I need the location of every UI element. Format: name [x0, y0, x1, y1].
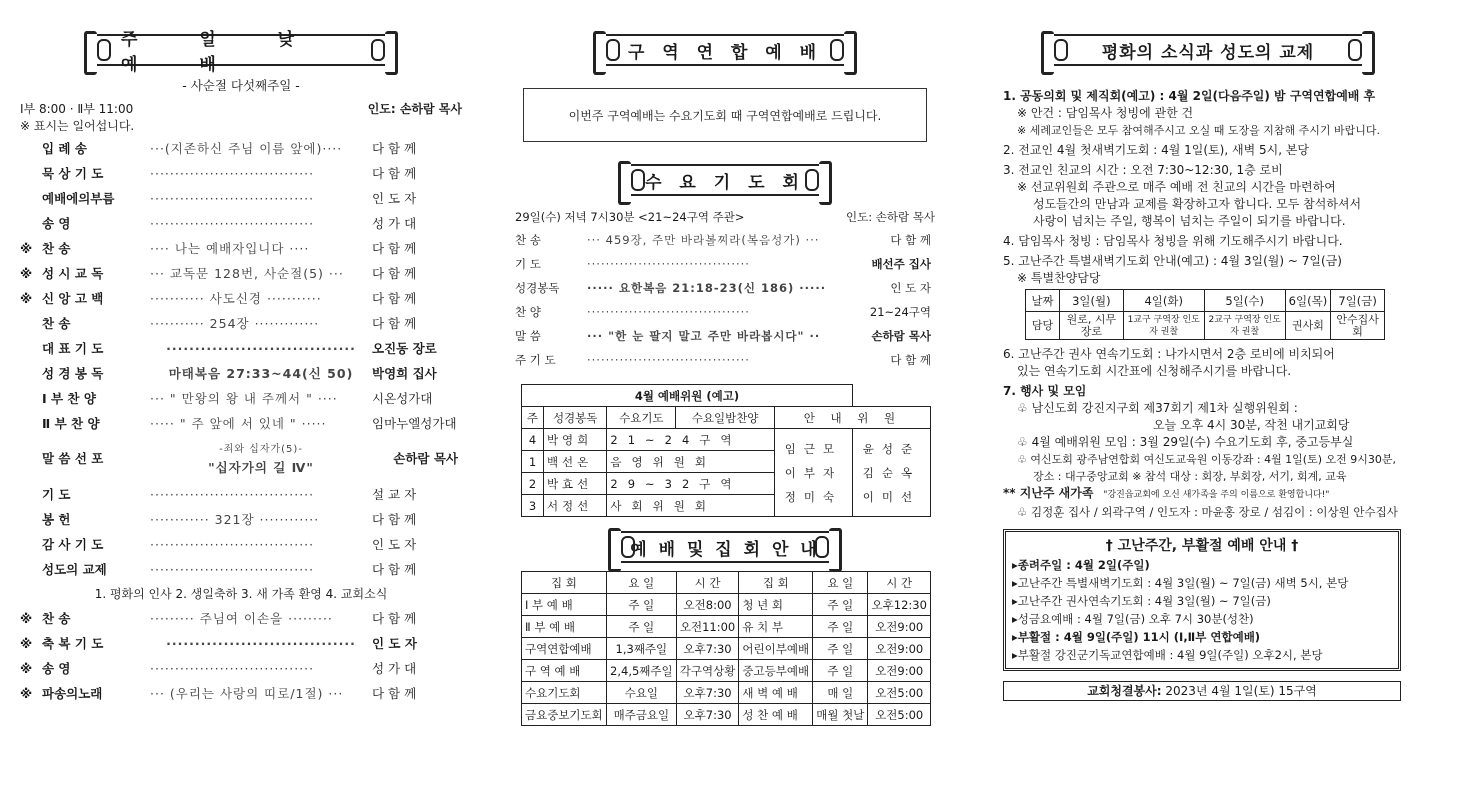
easter-title: † 고난주간, 부활절 예배 안내 †	[1105, 538, 1299, 554]
order-detail: ··· (우리는 사랑의 띠로/1절) ···	[150, 686, 344, 701]
order-label	[20, 386, 150, 411]
order-detail: ·································	[150, 537, 315, 552]
news-7c: ♧ 4월 예배위원 모임 : 3월 29일(수) 수요기도회 후, 중고등부실	[1017, 435, 1354, 449]
wednesday-order-row	[515, 252, 935, 276]
order-person: 배선주 집사	[871, 257, 931, 271]
news-column	[1003, 34, 1413, 701]
order-label-text: Ⅱ 부 찬 양	[42, 416, 100, 431]
usher: 윤성준	[862, 441, 921, 456]
order-detail: ··· 459장, 주만 바라볼찌라(복음성가) ···	[587, 233, 820, 247]
scroll-ornament-icon	[371, 39, 385, 61]
duty-wednesday: 21~24구역	[607, 429, 775, 451]
schedule-cell: 2,4,5째주일	[606, 660, 676, 682]
usher: 김순옥	[862, 465, 921, 480]
news-5-note: ※ 특별찬양담당	[1017, 271, 1101, 285]
order-detail: ·································	[150, 166, 315, 181]
duty-reader: 서정선	[543, 495, 606, 517]
worship-order-row	[20, 361, 462, 386]
scroll-ornament-icon	[830, 39, 844, 61]
order-label-text: 성 경 봉 독	[42, 366, 104, 381]
sunday-service-banner	[91, 30, 391, 75]
usher: 이미선	[862, 489, 921, 504]
stand-mark: ※	[20, 291, 33, 306]
choir-header: 4일(화)	[1123, 290, 1204, 312]
schedule-cell: 주 일	[813, 594, 868, 616]
order-label	[20, 557, 150, 582]
service-times-row	[20, 100, 462, 117]
news-2: 2. 전교인 4월 첫새벽기도회 : 4월 1일(토), 새벽 5시, 본당	[1003, 143, 1310, 157]
schedule-row	[522, 638, 931, 660]
order-detail: ····· 요한복음 21:18-23(신 186) ·····	[587, 281, 827, 295]
news-1-note: ※ 세례교인들은 모두 참여해주시고 오실 때 도장을 지참해 주시기 바랍니다.	[1017, 124, 1380, 137]
schedule-cell: 중고등부예배	[739, 660, 813, 682]
scroll-ornament-icon	[631, 169, 645, 191]
section-title: 평화의 소식과 성도의 교제	[1101, 42, 1315, 63]
order-detail: ··· "한 눈 팔지 말고 주만 바라봅시다" ··	[587, 329, 821, 343]
duty-col-reader: 성경봉독	[543, 407, 606, 429]
schedule-cell: 각구역상황	[676, 660, 739, 682]
news-8-title: ** 지난주 새가족	[1003, 486, 1094, 500]
schedule-cell: 오후7:30	[676, 638, 739, 660]
order-label	[20, 681, 150, 706]
order-detail: ···································	[587, 257, 750, 271]
stand-mark: ※	[20, 686, 33, 701]
order-person: 인 도 자	[372, 191, 417, 206]
sermon-row	[20, 436, 462, 482]
worship-order-row	[20, 656, 462, 681]
schedule-cell: 오전9:00	[868, 660, 931, 682]
worship-order-row	[20, 606, 462, 631]
choir-header: 5일(수)	[1204, 290, 1285, 312]
scroll-ornament-icon	[621, 536, 635, 558]
sermon-series: -죄와 십자가(5)-	[219, 444, 303, 455]
scroll-ornament-icon	[1054, 39, 1068, 61]
order-person: 다 함 께	[890, 233, 931, 247]
news-1: 1. 공동의회 및 제직회(예고) : 4월 2일(다음주일) 밤 구역연합예배 후	[1003, 89, 1376, 103]
order-detail: ··· 교독문 128번, 사순절(5) ···	[150, 266, 344, 281]
district-service-banner	[600, 34, 850, 66]
sunday-service-column	[20, 30, 462, 706]
choir-cell: 원로, 시무장로	[1060, 312, 1124, 340]
easter-item: ▸부활절 : 4월 9일(주일) 11시 (Ⅰ,Ⅱ부 연합예배)	[1012, 630, 1261, 644]
order-person: 임마누엘성가대	[372, 416, 457, 431]
worship-order-row	[20, 311, 462, 336]
choir-cell: 1교구 구역장 인도자 권찰	[1123, 312, 1204, 340]
news-7a: ♧ 남신도회 강진지구회 제37회기 제1차 실행위원회 :	[1017, 401, 1298, 415]
news-1-agenda: ※ 안건 : 담임목사 청빙에 관한 건	[1017, 106, 1194, 120]
order-label-text: 입 례 송	[42, 141, 87, 156]
worship-order-row	[20, 261, 462, 286]
wednesday-order-row	[515, 348, 935, 372]
service-subtitle: - 사순절 다섯째주일 -	[182, 78, 300, 93]
order-of-worship-2	[20, 482, 462, 582]
duty-col-week: 주	[522, 407, 544, 429]
news-3: 3. 전교인 친교의 시간 : 오전 7:30~12:30, 1층 로비	[1003, 163, 1283, 177]
wednesday-order-row	[515, 300, 935, 324]
news-5: 5. 고난주간 특별새벽기도회 안내(예고) : 4월 3일(월) ~ 7일(금)	[1003, 254, 1342, 268]
choir-header: 7일(금)	[1331, 290, 1385, 312]
order-label: 찬 송	[515, 233, 541, 247]
order-person: 성 가 대	[372, 661, 417, 676]
order-detail: ·································	[166, 341, 356, 356]
order-label	[20, 136, 150, 161]
news-4: 4. 담임목사 청빙 : 담임목사 청빙을 위해 기도해주시기 바랍니다.	[1003, 234, 1343, 248]
order-label-text: 찬 송	[42, 241, 71, 256]
order-detail: ···(지존하신 주님 이름 앞에)····	[150, 141, 343, 156]
order-label-text: Ⅰ 부 찬 양	[42, 391, 96, 406]
news-7d: ♧ 여신도회 광주남연합회 여신도교육원 이동강좌 : 4월 1일(토) 오전 9시30분,	[1017, 453, 1397, 466]
easter-item: ▸고난주간 권사연속기도회 : 4월 3일(월) ~ 7일(금)	[1012, 594, 1271, 608]
schedule-cell: 매주금요일	[606, 704, 676, 726]
order-label-text: 성도의 교제	[42, 562, 107, 577]
usher: 임근모	[784, 441, 843, 456]
schedule-header: 집 회	[739, 572, 813, 594]
schedule-cell: 구 역 예 배	[522, 660, 607, 682]
news-6-line2: 있는 연속기도회 시간표에 신청해주시기를 바랍니다.	[1017, 364, 1292, 378]
schedule-cell: 주 일	[606, 616, 676, 638]
worship-order-row	[20, 186, 462, 211]
news-3-line2: 성도들간의 만남과 교제를 확장하고자 합니다. 모두 참석하셔서	[1033, 197, 1362, 211]
schedule-cell: 오전9:00	[868, 616, 931, 638]
schedule-header: 시 간	[676, 572, 739, 594]
order-label-text: 찬 송	[42, 611, 71, 626]
cleaning-value: 2023년 4월 1일(토) 15구역	[1165, 684, 1317, 698]
order-detail: ·································	[150, 661, 315, 676]
order-person: 다 함 께	[372, 266, 417, 281]
order-label-text: 찬 송	[42, 316, 71, 331]
order-label	[20, 211, 150, 236]
section-title: 예 배 및 집 회 안 내	[630, 539, 820, 560]
duty-title: 4월 예배위원 (예고)	[522, 385, 853, 407]
order-label	[20, 311, 150, 336]
order-person: 다 함 께	[372, 611, 417, 626]
choir-cell: 안수집사회	[1331, 312, 1385, 340]
order-label	[20, 482, 150, 507]
worship-order-row	[20, 211, 462, 236]
order-label: 찬 양	[515, 305, 541, 319]
duty-table	[521, 384, 931, 517]
duty-wednesday: 사회위원회	[607, 495, 775, 517]
order-person: 21~24구역	[869, 305, 931, 319]
order-detail: ···································	[587, 305, 750, 319]
order-detail: ············ 321장 ············	[150, 512, 320, 527]
cleaning-box	[1003, 681, 1401, 701]
order-person: 인 도 자	[372, 636, 417, 651]
worship-order-row	[20, 236, 462, 261]
worship-order-row	[20, 386, 462, 411]
schedule-header: 요 일	[813, 572, 868, 594]
schedule-banner	[615, 531, 835, 563]
order-label	[20, 532, 150, 557]
order-detail: ·································	[150, 487, 315, 502]
worship-order-row	[20, 482, 462, 507]
worship-order-row	[20, 161, 462, 186]
wednesday-banner	[625, 164, 825, 196]
order-label-text: 감 사 기 도	[42, 537, 104, 552]
easter-item: ▸성금요예배 : 4월 7일(금) 오후 7시 30분(성찬)	[1012, 612, 1254, 626]
order-label: 말 씀	[515, 329, 541, 343]
sermon-preacher: 손하람 목사	[393, 451, 458, 466]
schedule-table	[521, 571, 931, 726]
duty-reader: 박효선	[543, 473, 606, 495]
duty-week: 1	[522, 451, 544, 473]
easter-item: ▸부활절 강진군기독교연합예배 : 4월 9일(주일) 오후2시, 본당	[1012, 648, 1323, 662]
order-label	[20, 286, 150, 311]
order-label: 성경봉독	[515, 281, 560, 295]
schedule-cell: 1,3째주일	[606, 638, 676, 660]
easter-item: ▸종려주일 : 4월 2일(주일)	[1012, 558, 1150, 572]
easter-box	[1003, 529, 1401, 671]
district-notice: 이번주 구역예배는 수요기도회 때 구역연합예배로 드립니다.	[523, 88, 927, 142]
order-label-text: 봉 헌	[42, 512, 71, 527]
schedule-cell: 주 일	[813, 638, 868, 660]
schedule-cell: 주 일	[813, 616, 868, 638]
choir-header: 6일(목)	[1285, 290, 1331, 312]
order-detail: ·································	[150, 191, 315, 206]
stand-mark: ※	[20, 266, 33, 281]
schedule-cell: 오전5:00	[868, 704, 931, 726]
schedule-cell: 수요일	[606, 682, 676, 704]
schedule-cell: 오후7:30	[676, 704, 739, 726]
wednesday-order	[515, 228, 935, 372]
schedule-row	[522, 704, 931, 726]
news-list	[1003, 88, 1413, 521]
order-label	[20, 361, 150, 386]
worship-order-row	[20, 411, 462, 436]
order-person: 다 함 께	[372, 686, 417, 701]
news-7b: 오늘 오후 4시 30분, 작천 내기교회당	[1153, 418, 1350, 432]
scroll-ornament-icon	[1348, 39, 1362, 61]
order-of-worship-3	[20, 606, 462, 706]
duty-row	[522, 429, 931, 451]
worship-order-row	[20, 286, 462, 311]
order-label	[20, 606, 150, 631]
news-8a: ♧ 김정훈 집사 / 외곽구역 / 인도자 : 마윤홍 장로 / 섬김이 : 이상원 안수집사	[1017, 505, 1398, 519]
schedule-header: 요 일	[606, 572, 676, 594]
order-person: 인 도 자	[372, 537, 417, 552]
schedule-cell: 오전9:00	[868, 638, 931, 660]
service-leader: 인도: 손하람 목사	[367, 102, 462, 116]
schedule-header: 집 회	[522, 572, 607, 594]
choir-cell: 2교구 구역장 인도자 권찰	[1204, 312, 1285, 340]
fellowship-items: 1. 평화의 인사 2. 생일축하 3. 새 가족 환영 4. 교회소식	[94, 587, 388, 601]
order-detail: ········· 주님여 이손을 ·········	[150, 611, 333, 626]
order-label-text: 파송의노래	[42, 686, 103, 701]
order-person: 인 도 자	[890, 281, 931, 295]
easter-item: ▸고난주간 특별새벽기도회 : 4월 3일(월) ~ 7일(금) 새벽 5시, 본당	[1012, 576, 1349, 590]
order-label	[20, 161, 150, 186]
worship-order-row	[20, 507, 462, 532]
order-of-worship	[20, 136, 462, 436]
news-3-line1: ※ 선교위원회 주관으로 매주 예배 전 친교의 시간을 마련하여	[1017, 180, 1336, 194]
news-7: 7. 행사 및 모임	[1003, 384, 1087, 398]
order-label-text: 성 시 교 독	[42, 266, 104, 281]
schedule-cell: 어린이부예배	[739, 638, 813, 660]
schedule-cell: 주 일	[606, 594, 676, 616]
schedule-cell: 오전5:00	[868, 682, 931, 704]
news-8	[1003, 485, 1413, 504]
order-label-text: 송 영	[42, 661, 71, 676]
choir-header: 날짜	[1026, 290, 1060, 312]
order-person: 설 교 자	[372, 487, 417, 502]
wednesday-order-row	[515, 228, 935, 252]
schedule-cell: 오후12:30	[868, 594, 931, 616]
order-detail: ···································	[587, 353, 750, 367]
order-label-text: 예배에의부름	[42, 191, 115, 206]
wednesday-order-row	[515, 276, 935, 300]
worship-order-row	[20, 557, 462, 582]
order-detail: ·································	[150, 562, 315, 577]
schedule-row	[522, 682, 931, 704]
order-label	[20, 411, 150, 436]
usher: 정미숙	[784, 489, 843, 504]
section-title: 수 요 기 도 회	[645, 172, 805, 193]
schedule-cell: Ⅰ 부 예 배	[522, 594, 607, 616]
wednesday-order-row	[515, 324, 935, 348]
schedule-row	[522, 594, 931, 616]
order-person: 다 함 께	[372, 166, 417, 181]
order-label: 기 도	[515, 257, 541, 271]
duty-col-wed: 수요기도	[607, 407, 676, 429]
choir-cell: 권사회	[1285, 312, 1331, 340]
worship-order-row	[20, 631, 462, 656]
schedule-cell: 새 벽 예 배	[739, 682, 813, 704]
order-label-text: 기 도	[42, 487, 71, 502]
order-label	[20, 236, 150, 261]
duty-wednesday: 음영위원회	[607, 451, 775, 473]
order-person: 손하람 목사	[871, 329, 931, 343]
schedule-cell: 오전11:00	[676, 616, 739, 638]
news-6: 6. 고난주간 권사 연속기도회 : 나가시면서 2층 로비에 비치되어	[1003, 347, 1335, 361]
usher: 이부자	[784, 465, 843, 480]
easter-list	[1012, 556, 1392, 664]
duty-week: 3	[522, 495, 544, 517]
order-label-text: 신 앙 고 백	[42, 291, 104, 306]
ushers-right	[852, 429, 930, 517]
scroll-ornament-icon	[805, 169, 819, 191]
schedule-cell: 주 일	[813, 660, 868, 682]
order-detail: ·································	[166, 636, 356, 651]
order-person: 다 함 께	[372, 512, 417, 527]
order-detail: ·································	[150, 216, 315, 231]
order-label	[20, 507, 150, 532]
wednesday-header	[515, 206, 935, 228]
scroll-ornament-icon	[606, 39, 620, 61]
schedule-header: 시 간	[868, 572, 931, 594]
wednesday-time: 29일(수) 저녁 7시30분 <21~24구역 주관>	[515, 210, 745, 224]
order-person: 다 함 께	[890, 353, 931, 367]
order-label	[20, 336, 150, 361]
order-label	[20, 631, 150, 656]
middle-column	[515, 34, 935, 726]
order-person: 다 함 께	[372, 562, 417, 577]
duty-week: 2	[522, 473, 544, 495]
order-label	[20, 261, 150, 286]
section-title: 주 일 낮 예 배	[121, 30, 323, 75]
worship-order-row	[20, 336, 462, 361]
stand-mark: ※	[20, 241, 33, 256]
schedule-row	[522, 616, 931, 638]
schedule-cell: 성 찬 예 배	[739, 704, 813, 726]
duty-week: 4	[522, 429, 544, 451]
stand-mark: ※	[20, 661, 33, 676]
order-detail: ···· 나는 예배자입니다 ····	[150, 241, 310, 256]
choir-table	[1025, 289, 1385, 340]
order-detail: ····· " 주 앞에 서 있네 " ·····	[150, 416, 327, 431]
order-person: 시온성가대	[372, 391, 433, 406]
schedule-cell: 구역연합예배	[522, 638, 607, 660]
order-label	[20, 186, 150, 211]
order-label-text: 축 복 기 도	[42, 636, 104, 651]
schedule-cell: 오전8:00	[676, 594, 739, 616]
news-8-slogan: "강진읍교회에 오신 새가족을 주의 이름으로 환영합니다!"	[1103, 490, 1330, 500]
order-person: 오진동 장로	[372, 341, 437, 356]
schedule-cell: Ⅱ 부 예 배	[522, 616, 607, 638]
order-detail: 마태복음 27:33~44(신 50)	[168, 366, 354, 381]
duty-wednesday: 29~32구역	[607, 473, 775, 495]
schedule-cell: 매 일	[813, 682, 868, 704]
order-label-text: 대 표 기 도	[42, 341, 104, 356]
service-times: Ⅰ부 8:00 · Ⅱ부 11:00	[20, 102, 134, 116]
order-person: 다 함 께	[372, 316, 417, 331]
scroll-ornament-icon	[815, 536, 829, 558]
news-3-line3: 사랑이 넘치는 주일, 행복이 넘치는 주일이 되기를 바랍니다.	[1033, 214, 1346, 228]
worship-order-row	[20, 136, 462, 161]
wednesday-leader: 인도: 손하람 목사	[846, 210, 935, 224]
stand-mark: ※	[20, 611, 33, 626]
order-person: 다 함 께	[372, 291, 417, 306]
schedule-row	[522, 660, 931, 682]
choir-cell: 담당	[1026, 312, 1060, 340]
order-detail: ··········· 사도신경 ···········	[150, 291, 322, 306]
ushers-left	[774, 429, 852, 517]
schedule-cell: 청 년 회	[739, 594, 813, 616]
duty-reader: 백선온	[543, 451, 606, 473]
schedule-cell: 금요중보기도회	[522, 704, 607, 726]
scroll-ornament-icon	[97, 39, 111, 61]
order-person: 박영희 집사	[372, 366, 437, 381]
stand-mark: ※	[20, 636, 33, 651]
order-label-text: 묵 상 기 도	[42, 166, 104, 181]
stand-note: ※ 표시는 일어섭니다.	[20, 119, 135, 133]
order-label-text: 송 영	[42, 216, 71, 231]
worship-order-row	[20, 532, 462, 557]
order-detail: ··· " 만왕의 왕 내 주께서 " ····	[150, 391, 338, 406]
order-person: 다 함 께	[372, 241, 417, 256]
sermon-title: "십자가의 길 Ⅳ"	[208, 460, 314, 475]
schedule-cell: 매월 첫날	[813, 704, 868, 726]
sermon-label: 말 씀 선 포	[42, 451, 104, 466]
schedule-cell: 수요기도회	[522, 682, 607, 704]
order-person: 다 함 께	[372, 141, 417, 156]
news-banner	[1048, 34, 1368, 66]
duty-col-praise: 수요일밤찬양	[676, 407, 775, 429]
duty-col-ushers: 안 내 위 원	[774, 407, 930, 429]
news-7e: 장소 : 대구중앙교회 ※ 참석 대상 : 회장, 부회장, 서기, 회계, 교육	[1033, 470, 1347, 483]
section-title: 구 역 연 합 예 배	[627, 42, 823, 63]
schedule-cell: 오후7:30	[676, 682, 739, 704]
choir-header: 3일(월)	[1060, 290, 1124, 312]
order-detail: ··········· 254장 ·············	[150, 316, 320, 331]
order-person: 성 가 대	[372, 216, 417, 231]
duty-reader: 박영희	[543, 429, 606, 451]
schedule-cell: 유 치 부	[739, 616, 813, 638]
order-label: 주 기 도	[515, 353, 556, 367]
cleaning-label: 교회청결봉사:	[1087, 684, 1162, 698]
order-label	[20, 656, 150, 681]
worship-order-row	[20, 681, 462, 706]
